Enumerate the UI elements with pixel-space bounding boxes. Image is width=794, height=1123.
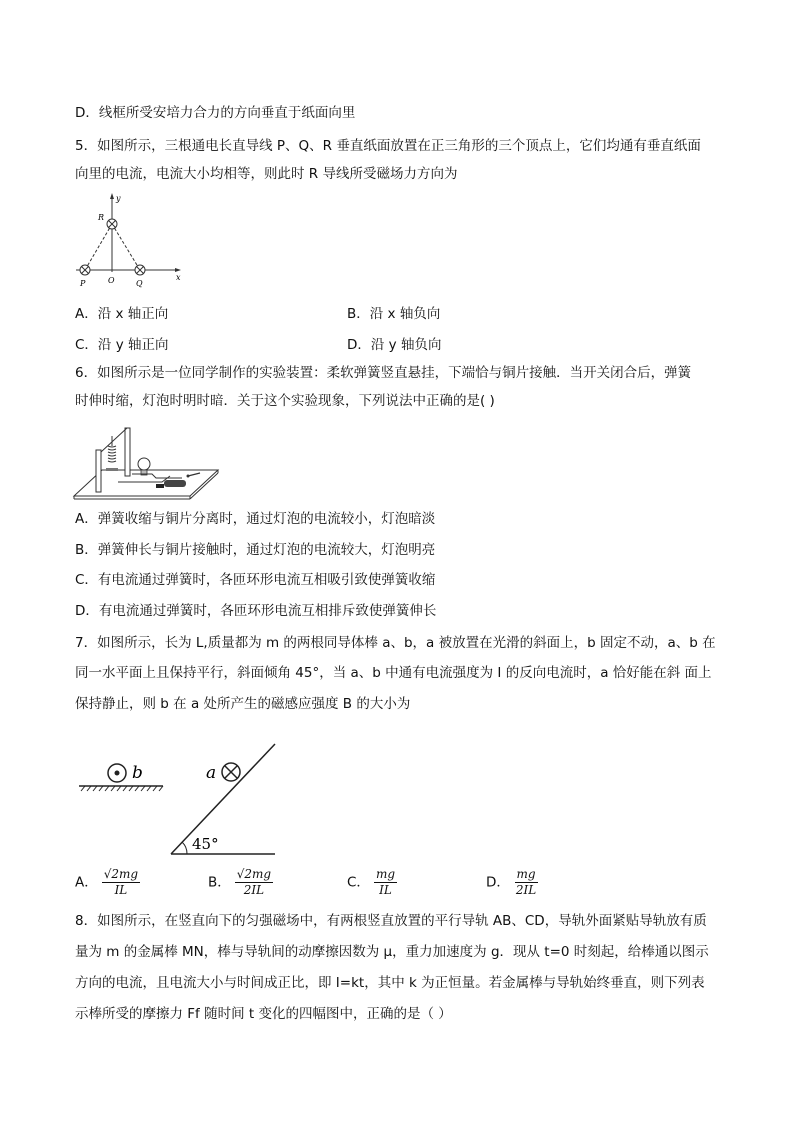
q5-label-q: Q [136,279,143,288]
q5-y-arrow-icon [110,193,114,199]
q5-option-a[interactable]: A．沿 x 轴正向 [75,306,169,322]
q5-wire-r-icon [107,219,117,229]
q4-option-d[interactable]: D．线框所受安培力合力的方向垂直于纸面向里 [75,105,356,121]
q7-option-b-numerator: 2mg [244,867,272,881]
q7-incline-slope [171,744,275,854]
q7-option-c-prefix: C． [347,874,370,891]
q5-label-o: O [108,276,115,285]
q7-option-a[interactable] [75,868,140,897]
q7-rod-b-icon [108,764,126,782]
q7-option-a-fraction [102,868,140,897]
q8-stem-line-2: 量为 m 的金属棒 MN，棒与导轨间的动摩擦因数为 μ，重力加速度为 g．现从 t=0 时刻起，给棒通以图示 [75,944,709,960]
q7-label-b: b [132,763,143,783]
q7-option-b-sqrt-icon: √ [236,867,245,881]
q8-stem-line-3: 方向的电流，且电流大小与时间成正比，即 I=kt，其中 k 为正恒量。若金属棒与导轨始终垂直，则下列表 [75,975,705,991]
q5-stem-line-1: 5．如图所示，三根通电长直导线 P、Q、R 垂直纸面放置在正三角形的三个顶点上，它们均通有垂直纸面 [75,138,701,154]
q6-stem-line-1: 6．如图所示是一位同学制作的实验装置：柔软弹簧竖直悬挂，下端恰与铜片接触．当开关闭合后，弹簧 [75,365,692,381]
q7-label-a: a [206,763,217,783]
q5-side-pr [85,224,112,270]
q5-figure [72,190,190,290]
q7-option-d-numerator: mg [516,867,536,881]
q5-option-b[interactable]: B．沿 x 轴负向 [347,306,441,322]
q7-option-a-sqrt-icon: √ [103,867,112,881]
q5-wire-q-icon [135,265,145,275]
q7-option-b-denominator: 2IL [243,883,265,897]
q6-copper-plate [106,468,118,471]
q7-option-b[interactable] [208,868,273,897]
q5-label-y: y [116,194,121,203]
q6-option-a[interactable]: A．弹簧收缩与铜片分离时，通过灯泡的电流较小，灯泡暗淡 [75,511,436,527]
q7-option-d[interactable] [486,868,538,897]
q8-stem-line-1: 8．如图所示，在竖直向下的匀强磁场中，有两根竖直放置的平行导轨 AB、CD，导轨外面紧贴导轨放有质 [75,913,707,929]
q6-stand-post [96,450,101,492]
q7-rod-a-icon [222,763,240,781]
q5-label-x: x [176,273,181,282]
q5-x-arrow-icon [175,268,181,272]
q7-option-d-fraction [514,868,538,897]
q7-stem-line-3: 保持静止，则 b 在 a 处所产生的磁感应强度 B 的大小为 [75,696,411,712]
q6-stand-post-2 [125,428,130,476]
q7-option-a-prefix: A． [75,874,98,891]
q7-option-a-numerator: 2mg [111,867,139,881]
q8-stem-line-4: 示棒所受的摩擦力 Ff 随时间 t 变化的四幅图中，正确的是（ ） [75,1006,452,1022]
q7-option-c[interactable] [347,868,397,897]
q6-option-b[interactable]: B．弹簧伸长与铜片接触时，通过灯泡的电流较大，灯泡明亮 [75,542,436,558]
q7-option-c-fraction [374,868,397,897]
q6-option-d[interactable]: D．有电流通过弹簧时，各匝环形电流互相排斥致使弹簧伸长 [75,603,437,619]
q7-figure [75,738,285,860]
q6-spring-icon [108,446,116,462]
q6-stem-line-2: 时伸时缩，灯泡时明时暗．关于这个实验现象，下列说法中正确的是( ) [75,393,495,409]
q5-option-c[interactable]: C．沿 y 轴正向 [75,337,169,353]
q5-wire-p-icon [80,265,90,275]
q7-option-c-numerator: mg [375,867,395,881]
q6-apparatus-figure [72,420,222,500]
q7-label-angle: 45° [192,835,219,853]
q7-option-b-prefix: B． [208,874,231,891]
q5-side-qr [112,224,140,270]
q7-stem-line-1: 7．如图所示，长为 L,质量都为 m 的两根同导体棒 a、b，a 被放置在光滑的斜面上，b 固定不动，a、b 在 [75,635,716,651]
q7-option-b-fraction [235,868,273,897]
q5-option-d[interactable]: D．沿 y 轴负向 [347,337,442,353]
q5-stem-line-2: 向里的电流，电流大小均相等，则此时 R 导线所受磁场力方向为 [75,166,458,182]
q7-option-d-denominator: 2IL [515,883,537,897]
q6-option-c[interactable]: C．有电流通过弹簧时，各匝环形电流互相吸引致使弹簧收缩 [75,572,436,588]
q5-label-p: P [80,279,86,288]
q7-stem-line-2: 同一水平面上且保持平行，斜面倾角 45°，当 a、b 中通有电流强度为 I 的反向电流时，a 恰好能在斜 面上 [75,665,712,681]
q7-option-c-denominator: IL [379,883,392,897]
q5-label-r: R [98,213,105,222]
q7-option-d-prefix: D． [486,874,510,891]
q7-option-a-denominator: IL [114,883,128,897]
